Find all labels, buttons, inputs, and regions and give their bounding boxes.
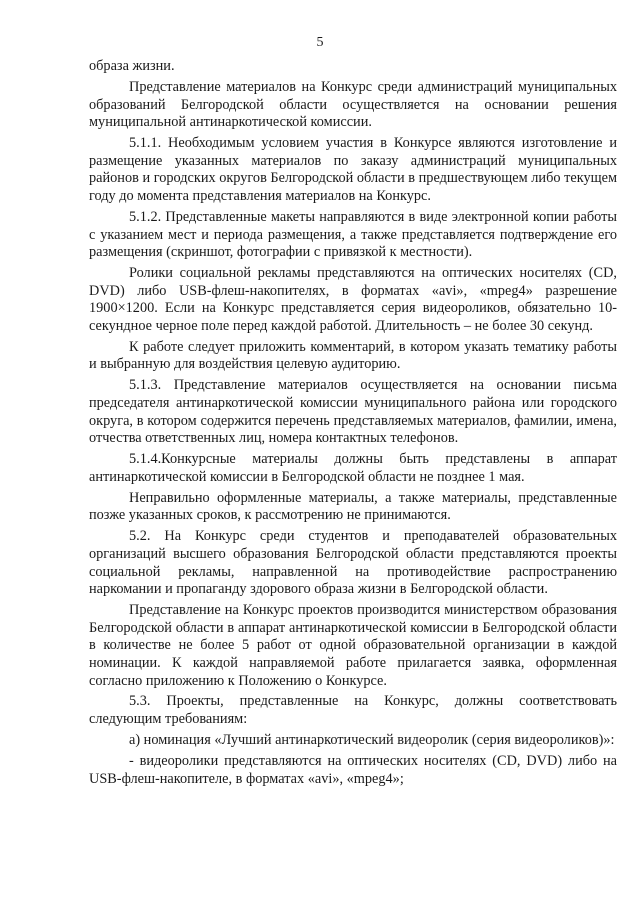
paragraph-video-requirements: Ролики социальной рекламы представляются на оптических носителях (CD, DVD) либо USB-флеш-накопителях, в форматах «avi», «mpeg4» разрешение 1900×1200. Если на Конкурс представляется серия видеороликов, обязательно 10-секундное черное поле перед каждой работой. Длительность – не более 30 секунд. xyxy=(89,265,617,334)
paragraph-continuation: образа жизни. xyxy=(89,58,175,74)
paragraph-nomination-a: а) номинация «Лучший антинаркотический видеоролик (серия видеороликов)»: xyxy=(129,732,615,749)
paragraph-5-1-4: 5.1.4.Конкурсные материалы должны быть представлены в аппарат антинаркотической комиссии в Белгородской области не позднее 1 мая. xyxy=(89,451,617,485)
document-body xyxy=(89,58,617,792)
paragraph-5-1-1: 5.1.1. Необходимым условием участия в Конкурсе являются изготовление и размещение указанных материалов по заказу администраций муниципальных районов и городских округов Белгородской области в предшествующем либо текущем году до момента представления материалов на Конкурс. xyxy=(89,135,617,204)
paragraph-5-2: 5.2. На Конкурс среди студентов и преподавателей образовательных организаций высшего образования Белгородской области представляются проекты социальной рекламы, направленной на противодействие распространению наркомании и пропаганду здорового образа жизни в Белгородской области. xyxy=(89,528,617,598)
paragraph-commentary: К работе следует приложить комментарий, в котором указать тематику работы и выбранную для воздействия целевую аудиторию. xyxy=(89,338,617,373)
paragraph-ministry-submission: Представление на Конкурс проектов производится министерством образования Белгородской области в аппарат антинаркотической комиссии в Белгородской области в количестве не более 5 работ от одной образовательной организации в каждой номинации. К каждой направляемой работе прилагается заявка, оформленная согласно приложению к Положению о Конкурсе. xyxy=(89,602,617,689)
paragraph-5-1-3: 5.1.3. Представление материалов осуществляется на основании письма председателя антинаркотической комиссии муниципального района или городского округа, в котором содержится перечень представляемых материалов, фамилии, имена, отчества ответственных лиц, номера контактных телефонов. xyxy=(89,377,617,447)
paragraph-rejection-rule: Неправильно оформленные материалы, а также материалы, представленные позже указанных сроков, к рассмотрению не принимаются. xyxy=(89,489,617,524)
paragraph-municipal-submission: Представление материалов на Конкурс среди администраций муниципальных образований Белгородской области осуществляется на основании решения муниципальной антинаркотической комиссии. xyxy=(89,78,617,131)
paragraph-5-1-2: 5.1.2. Представленные макеты направляются в виде электронной копии работы с указанием мест и периода размещения, а также представляется подтверждение его размещения (скриншот, фотографии с привязкой к местности). xyxy=(89,208,617,261)
paragraph-5-3: 5.3. Проекты, представленные на Конкурс, должны соответствовать следующим требованиям: xyxy=(89,693,617,728)
page-number: 5 xyxy=(316,35,324,50)
paragraph-video-media: - видеоролики представляются на оптических носителях (CD, DVD) либо на USB-флеш-накопителе, в форматах «avi», «mpeg4»; xyxy=(89,753,617,787)
